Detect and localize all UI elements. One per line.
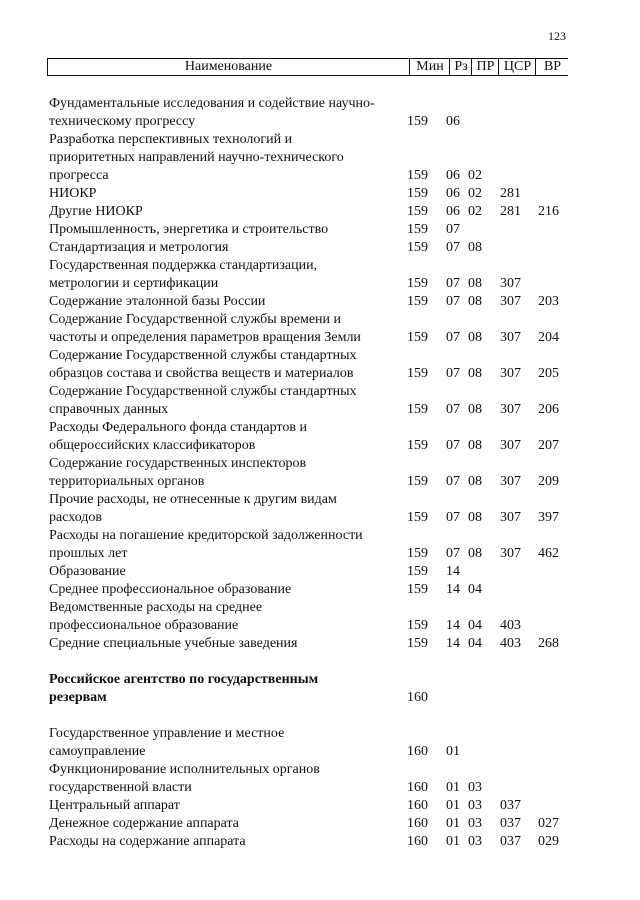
row-vr: 207 xyxy=(538,438,559,453)
row-min: 160 xyxy=(407,744,428,759)
row-pr: 08 xyxy=(468,276,482,291)
row-rz: 07 xyxy=(446,474,460,489)
table-row xyxy=(0,95,640,131)
row-pr: 04 xyxy=(468,618,482,633)
row-name: Расходы на погашение кредиторской задолженности прошлых лет xyxy=(49,528,363,561)
row-rz: 06 xyxy=(446,204,460,219)
table-row xyxy=(0,347,640,383)
table-row xyxy=(0,203,640,221)
row-name: Содержание эталонной базы России xyxy=(49,294,266,309)
row-vr: 206 xyxy=(538,402,559,417)
row-pr: 08 xyxy=(468,438,482,453)
header-min: Мин xyxy=(409,59,450,75)
row-name: Денежное содержание аппарата xyxy=(49,816,240,831)
table-row xyxy=(0,257,640,293)
row-vr: 209 xyxy=(538,474,559,489)
row-rz: 14 xyxy=(446,564,460,579)
row-csr: 281 xyxy=(500,186,521,201)
row-name: Стандартизация и метрология xyxy=(49,240,229,255)
row-rz: 01 xyxy=(446,834,460,849)
row-name: Ведомственные расходы на среднее профессиональное образование xyxy=(49,600,263,633)
table-row xyxy=(0,563,640,581)
row-vr: 027 xyxy=(538,816,559,831)
row-pr: 02 xyxy=(468,186,482,201)
row-csr: 307 xyxy=(500,510,521,525)
row-name: НИОКР xyxy=(49,186,97,201)
row-vr: 203 xyxy=(538,294,559,309)
row-min: 159 xyxy=(407,168,428,183)
row-pr: 08 xyxy=(468,402,482,417)
row-min: 159 xyxy=(407,222,428,237)
table-row xyxy=(0,239,640,257)
row-rz: 01 xyxy=(446,744,460,759)
table-row xyxy=(0,455,640,491)
row-pr: 02 xyxy=(468,168,482,183)
row-pr: 03 xyxy=(468,780,482,795)
row-rz: 06 xyxy=(446,186,460,201)
row-min: 159 xyxy=(407,546,428,561)
table-row xyxy=(0,311,640,347)
row-min: 159 xyxy=(407,204,428,219)
table-row xyxy=(0,221,640,239)
row-name: Другие НИОКР xyxy=(49,204,143,219)
row-name: Расходы на содержание аппарата xyxy=(49,834,246,849)
row-name: Содержание Государственной службы времени и частоты и определения параметров вращения Земли xyxy=(49,312,361,345)
row-pr: 03 xyxy=(468,816,482,831)
row-csr: 037 xyxy=(500,834,521,849)
row-name: Функционирование исполнительных органов государственной власти xyxy=(49,762,320,795)
row-min: 160 xyxy=(407,816,428,831)
row-pr: 04 xyxy=(468,582,482,597)
row-vr: 029 xyxy=(538,834,559,849)
table-row xyxy=(0,527,640,563)
table-row xyxy=(0,671,640,707)
row-rz: 01 xyxy=(446,780,460,795)
row-vr: 205 xyxy=(538,366,559,381)
row-min: 159 xyxy=(407,618,428,633)
row-min: 159 xyxy=(407,474,428,489)
row-vr: 216 xyxy=(538,204,559,219)
table-row xyxy=(0,491,640,527)
row-csr: 403 xyxy=(500,618,521,633)
row-min: 159 xyxy=(407,402,428,417)
row-vr: 204 xyxy=(538,330,559,345)
table-row xyxy=(0,419,640,455)
row-rz: 06 xyxy=(446,114,460,129)
row-name: Среднее профессиональное образование xyxy=(49,582,292,597)
row-pr: 02 xyxy=(468,204,482,219)
table-row xyxy=(0,131,640,185)
header-vr: ВР xyxy=(535,59,569,75)
row-name: Центральный аппарат xyxy=(49,798,180,813)
row-name: Содержание Государственной службы стандартных образцов состава и свойства веществ и материалов xyxy=(49,348,357,381)
row-min: 159 xyxy=(407,294,428,309)
row-pr: 08 xyxy=(468,294,482,309)
row-pr: 08 xyxy=(468,330,482,345)
row-csr: 281 xyxy=(500,204,521,219)
header-pr: ПР xyxy=(471,59,499,75)
row-rz: 14 xyxy=(446,618,460,633)
row-rz: 07 xyxy=(446,276,460,291)
header-csr: ЦСР xyxy=(498,59,536,75)
table-row xyxy=(0,761,640,797)
row-name: Государственная поддержка стандартизации, метрологии и сертификации xyxy=(49,258,318,291)
row-vr: 462 xyxy=(538,546,559,561)
row-rz: 07 xyxy=(446,222,460,237)
row-rz: 07 xyxy=(446,366,460,381)
row-csr: 307 xyxy=(500,474,521,489)
table-row xyxy=(0,383,640,419)
table-row xyxy=(0,725,640,761)
row-csr: 307 xyxy=(500,402,521,417)
row-name: Расходы Федерального фонда стандартов и общероссийских классификаторов xyxy=(49,420,307,453)
row-name: Разработка перспективных технологий и приоритетных направлений научно-технического прогресса xyxy=(49,132,344,183)
page-number: 123 xyxy=(548,29,566,43)
row-min: 159 xyxy=(407,636,428,651)
row-min: 159 xyxy=(407,186,428,201)
row-csr: 037 xyxy=(500,798,521,813)
table-row xyxy=(0,635,640,653)
row-name: Российское агентство по государственным резервам xyxy=(49,672,319,705)
row-rz: 07 xyxy=(446,402,460,417)
row-min: 159 xyxy=(407,582,428,597)
row-min: 160 xyxy=(407,690,428,705)
row-rz: 07 xyxy=(446,438,460,453)
row-name: Промышленность, энергетика и строительство xyxy=(49,222,329,237)
table-row xyxy=(0,815,640,833)
row-csr: 307 xyxy=(500,546,521,561)
table-row xyxy=(0,581,640,599)
row-csr: 307 xyxy=(500,366,521,381)
table-row xyxy=(0,185,640,203)
table-row xyxy=(0,599,640,635)
row-pr: 08 xyxy=(468,366,482,381)
row-rz: 01 xyxy=(446,798,460,813)
row-pr: 08 xyxy=(468,240,482,255)
row-min: 159 xyxy=(407,114,428,129)
table-row xyxy=(0,833,640,851)
row-pr: 03 xyxy=(468,798,482,813)
header-rz: Рз xyxy=(449,59,472,75)
row-pr: 08 xyxy=(468,546,482,561)
row-rz: 14 xyxy=(446,582,460,597)
row-rz: 07 xyxy=(446,510,460,525)
row-rz: 07 xyxy=(446,330,460,345)
row-min: 160 xyxy=(407,780,428,795)
row-name: Образование xyxy=(49,564,126,579)
row-min: 159 xyxy=(407,330,428,345)
table-row xyxy=(0,293,640,311)
row-min: 159 xyxy=(407,366,428,381)
row-rz: 06 xyxy=(446,168,460,183)
row-name: Фундаментальные исследования и содействие научно- техническому прогрессу xyxy=(49,96,375,129)
row-pr: 08 xyxy=(468,474,482,489)
row-min: 160 xyxy=(407,798,428,813)
row-name: Прочие расходы, не отнесенные к другим видам расходов xyxy=(49,492,337,525)
row-vr: 268 xyxy=(538,636,559,651)
header-name: Наименование xyxy=(184,59,273,74)
row-rz: 07 xyxy=(446,546,460,561)
row-csr: 307 xyxy=(500,294,521,309)
row-min: 159 xyxy=(407,510,428,525)
row-csr: 037 xyxy=(500,816,521,831)
row-pr: 03 xyxy=(468,834,482,849)
row-name: Содержание государственных инспекторов территориальных органов xyxy=(49,456,307,489)
row-pr: 08 xyxy=(468,510,482,525)
row-min: 159 xyxy=(407,438,428,453)
row-rz: 14 xyxy=(446,636,460,651)
row-csr: 403 xyxy=(500,636,521,651)
row-vr: 397 xyxy=(538,510,559,525)
row-rz: 07 xyxy=(446,294,460,309)
row-name: Средние специальные учебные заведения xyxy=(49,636,298,651)
row-min: 160 xyxy=(407,834,428,849)
row-csr: 307 xyxy=(500,276,521,291)
row-pr: 04 xyxy=(468,636,482,651)
row-min: 159 xyxy=(407,564,428,579)
row-csr: 307 xyxy=(500,438,521,453)
row-csr: 307 xyxy=(500,330,521,345)
row-min: 159 xyxy=(407,276,428,291)
row-rz: 01 xyxy=(446,816,460,831)
row-rz: 07 xyxy=(446,240,460,255)
row-min: 159 xyxy=(407,240,428,255)
table-header xyxy=(47,58,568,76)
table-row xyxy=(0,797,640,815)
row-name: Государственное управление и местное самоуправление xyxy=(49,726,285,759)
row-name: Содержание Государственной службы стандартных справочных данных xyxy=(49,384,357,417)
